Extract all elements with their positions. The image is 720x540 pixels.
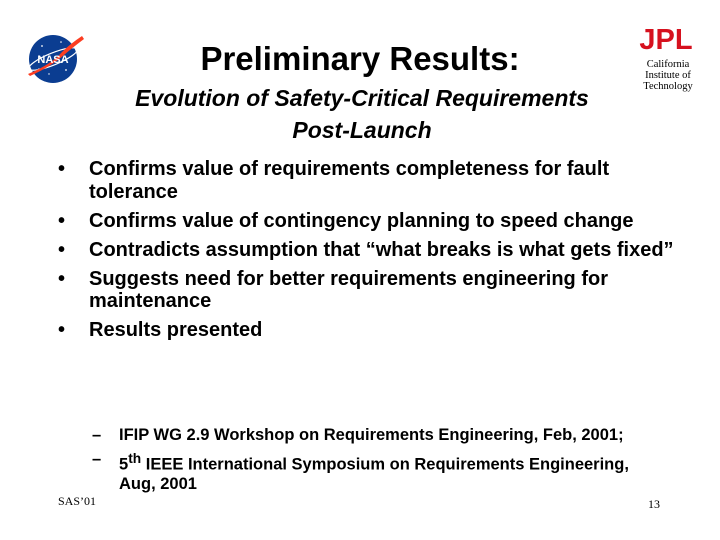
nasa-logo (22, 30, 88, 86)
institute-line-1: California (646, 59, 690, 70)
bullet-item (58, 268, 678, 313)
sub-bullet-dash: – (92, 426, 102, 444)
bullet-item (58, 239, 678, 262)
bullet-dot: • (58, 319, 66, 341)
slide-title: Preliminary Results: (200, 40, 520, 77)
sub-bullet-item (92, 425, 652, 445)
bullet-dot: • (58, 238, 66, 261)
institute-name (632, 59, 704, 92)
bullet-text: Contradicts assumption that “what breaks is what gets fixed” (89, 238, 674, 261)
bullet-text: Confirms value of requirements completeness for fault tolerance (89, 158, 610, 203)
subtitle-line-2: Post-Launch (292, 117, 432, 143)
bullet-item (58, 210, 678, 233)
bullet-text: Suggests need for better requirements engineering for maintenance (89, 267, 608, 312)
jpl-logo-text: JPL (639, 24, 693, 54)
jpl-logo (634, 24, 698, 54)
sub-bullet-ordinal-suffix: th (128, 450, 142, 466)
bullet-text: Results presented (89, 319, 263, 341)
bullet-text: Confirms value of contingency planning to speed change (89, 209, 634, 232)
subtitle-line-1: Evolution of Safety-Critical Requirements (135, 85, 589, 111)
nasa-logo-text: NASA (37, 54, 69, 66)
bullet-dot: • (58, 267, 66, 290)
sub-bullet-text: IEEE International Symposium on Requirements Engineering, Aug, 2001 (119, 455, 629, 493)
bullet-item (58, 158, 678, 203)
bullet-dot: • (58, 158, 66, 180)
page-number: 13 (648, 497, 660, 511)
slide-subtitle (82, 82, 642, 146)
sub-bullet-text: IFIP WG 2.9 Workshop on Requirements Engineering, Feb, 2001; (119, 426, 624, 444)
bullet-item (58, 319, 678, 342)
institute-line-3: Technology (643, 81, 693, 92)
footer-conference: SAS’01 (58, 494, 97, 508)
institute-line-2: Institute of (645, 70, 691, 81)
sub-bullet-item (92, 449, 652, 495)
bullet-dot: • (58, 209, 66, 232)
sub-bullet-list (92, 425, 652, 498)
bullet-list (58, 158, 678, 348)
sub-bullet-ordinal: 5 (119, 455, 129, 473)
sub-bullet-dash: – (92, 449, 102, 468)
